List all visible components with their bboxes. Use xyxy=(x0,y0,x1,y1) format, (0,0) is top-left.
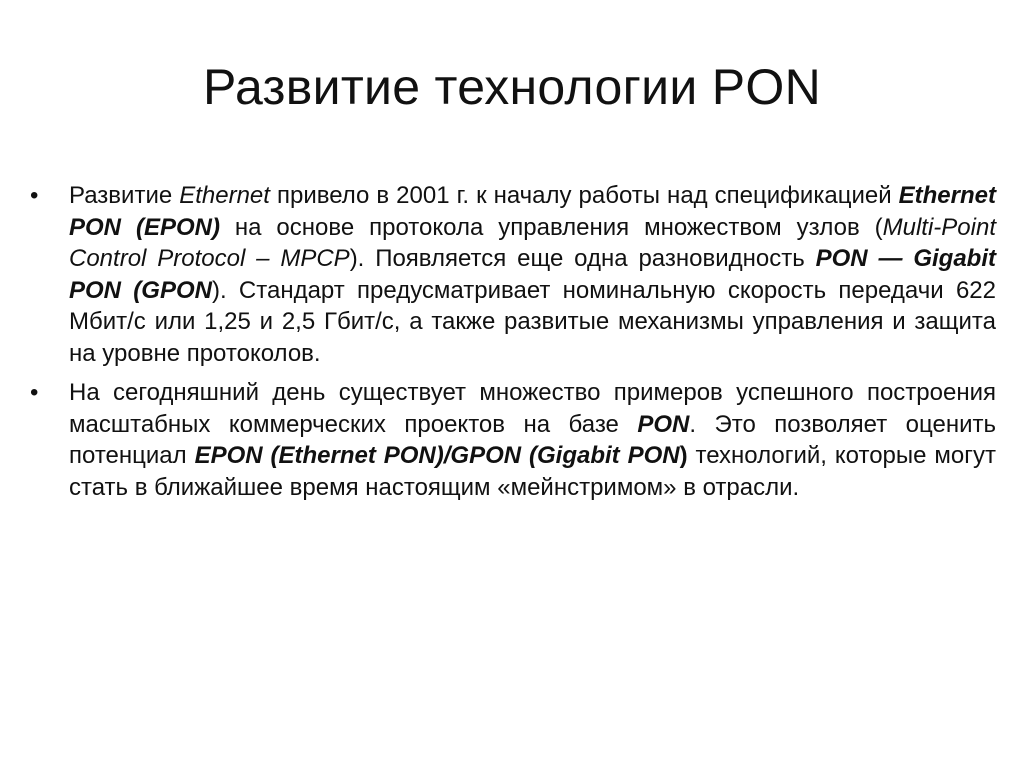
text-run: Multi-Point Control Protocol – MPCP xyxy=(69,213,996,272)
bullet-item xyxy=(30,377,996,503)
text-run: привело в 2001 г. к началу работы над спецификацией xyxy=(269,182,899,209)
bullet-item xyxy=(30,180,996,369)
slide-body xyxy=(30,180,996,511)
text-run: EPON (Ethernet PON)/GPON (Gigabit PON xyxy=(194,442,680,469)
text-run: Ethernet xyxy=(179,182,270,209)
text-run: PON xyxy=(637,410,690,438)
text-run: Ethernet PON (EPON) xyxy=(69,182,996,241)
bullet-marker: • xyxy=(30,182,39,209)
bullet-marker: • xyxy=(30,379,39,406)
bullet-text xyxy=(69,377,996,503)
text-run: PON — Gigabit PON (GPON xyxy=(69,245,997,304)
text-run: Развитие xyxy=(69,182,180,209)
text-run: На сегодняшний день существует множество примеров успешного построения масштабных коммерческих проектов на базе xyxy=(69,379,996,438)
slide-title: Развитие технологии PON xyxy=(202,59,822,115)
text-run: на основе протокола управления множеством узлов ( xyxy=(219,213,883,241)
text-run: технологий, которые могут стать в ближайшее время настоящим «мейнстримом» в отрасли. xyxy=(69,442,996,501)
text-run: ) xyxy=(679,442,688,469)
bullet-text xyxy=(69,180,996,369)
text-run: . Это позволяет оценить потенциал xyxy=(69,410,996,469)
text-run: ). Стандарт предусматривает номинальную скорость передачи 622 Мбит/с или 1,25 и 2,5 Гбит/с, а также развитые механизмы управления и защита на уровне протоколов. xyxy=(69,276,996,367)
text-run: ). Появляется еще одна разновидность xyxy=(349,245,816,272)
